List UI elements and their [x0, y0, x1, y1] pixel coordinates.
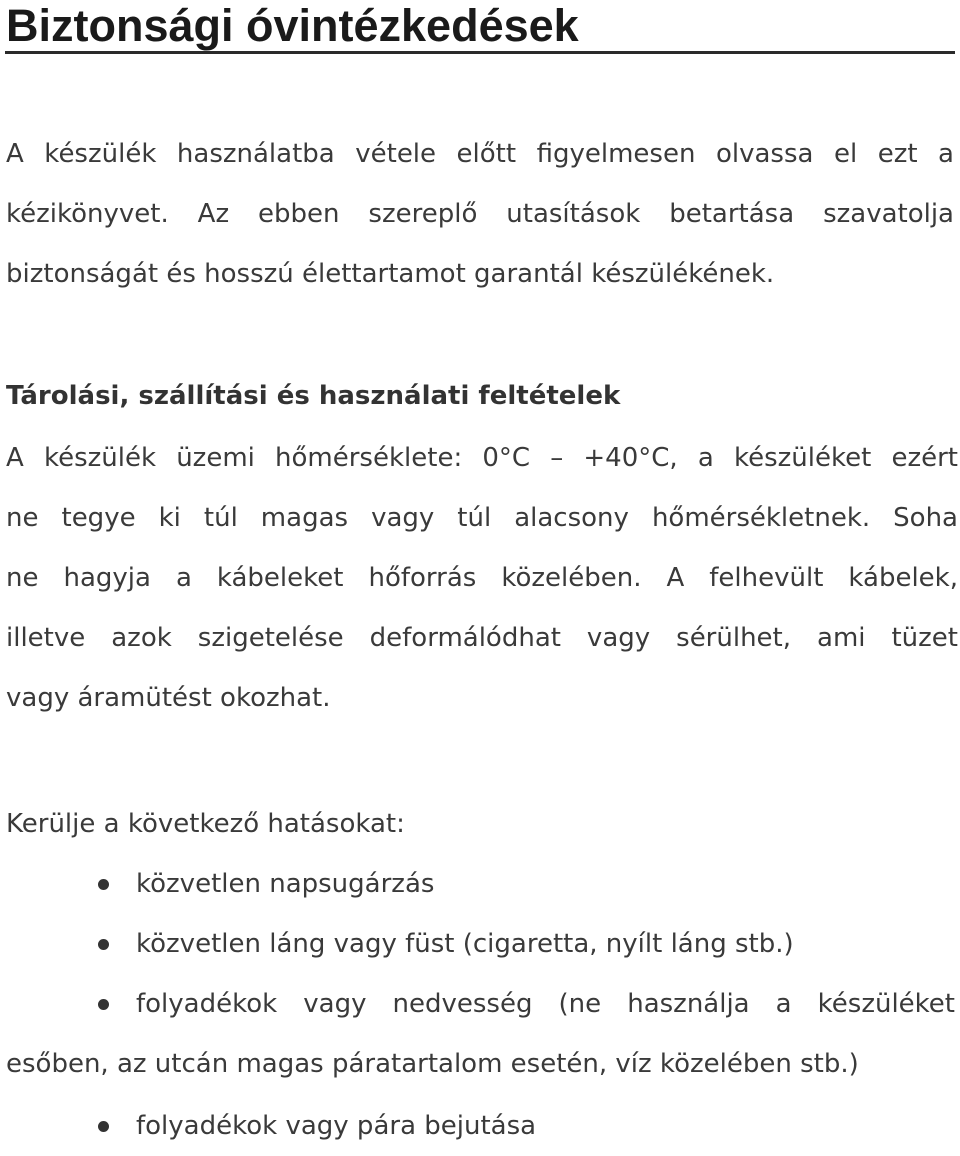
list-item-text: közvetlen napsugárzás — [136, 869, 435, 899]
conditions-line: illetve azok szigetelése deformálódhat vagy sérülhet, ami tüzet — [6, 623, 958, 653]
list-item-text: közvetlen láng vagy füst (cigaretta, nyílt láng stb.) — [136, 929, 794, 959]
list-item — [0, 1096, 960, 1156]
conditions-heading: Tárolási, szállítási és használati feltételek — [6, 381, 621, 411]
title-underline — [5, 51, 955, 54]
bullet-icon — [98, 939, 109, 950]
page-title: Biztonsági óvintézkedések — [6, 0, 579, 51]
intro-line: biztonságát és hosszú élettartamot garantál készülékének. — [6, 259, 775, 289]
conditions-line: ne tegye ki túl magas vagy túl alacsony hőmérsékletnek. Soha — [6, 503, 958, 533]
list-item-text: folyadékok vagy pára bejutása — [136, 1111, 537, 1141]
list-item — [0, 974, 960, 1034]
conditions-line: A készülék üzemi hőmérséklete: 0°C – +40°C, a készüléket ezért — [6, 443, 958, 473]
list-item — [0, 854, 960, 914]
bullet-icon — [98, 1121, 109, 1132]
bullet-icon — [98, 999, 109, 1010]
avoid-intro: Kerülje a következő hatásokat: — [6, 809, 405, 839]
list-item-continuation: esőben, az utcán magas páratartalom esetén, víz közelében stb.) — [6, 1049, 859, 1079]
list-item — [0, 914, 960, 974]
conditions-paragraph — [6, 428, 958, 728]
intro-line: A készülék használatba vétele előtt figyelmesen olvassa el ezt a — [6, 139, 954, 169]
conditions-line: vagy áramütést okozhat. — [6, 683, 331, 713]
bullet-icon — [98, 879, 109, 890]
intro-line: kézikönyvet. Az ebben szereplő utasítások betartása szavatolja — [6, 199, 954, 229]
intro-paragraph — [6, 124, 954, 304]
list-item-text: folyadékok vagy nedvesség (ne használja a készüléket — [136, 989, 955, 1019]
conditions-line: ne hagyja a kábeleket hőforrás közelében. A felhevült kábelek, — [6, 563, 958, 593]
